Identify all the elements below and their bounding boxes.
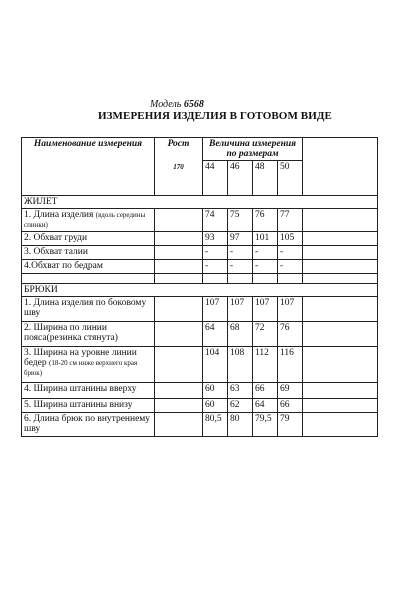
row-empty xyxy=(303,232,378,246)
size-48: 48 xyxy=(253,161,278,196)
value-48: 76 xyxy=(253,209,278,232)
header-name-label: Наименование измерения xyxy=(33,139,143,149)
row-note: (вдоль середины спинки) xyxy=(24,211,146,229)
value-44: 74 xyxy=(203,209,228,232)
value-46: - xyxy=(228,260,253,274)
row-empty xyxy=(155,383,203,399)
row-empty xyxy=(303,260,378,274)
table-row xyxy=(22,383,378,399)
value-46: 97 xyxy=(228,232,253,246)
header-height-value: 170 xyxy=(173,163,184,171)
row-empty xyxy=(303,347,378,383)
model-caption xyxy=(150,99,204,110)
value-46: 107 xyxy=(228,297,253,322)
value-50: 116 xyxy=(278,347,303,383)
value-44: 60 xyxy=(203,399,228,413)
value-50: 66 xyxy=(278,399,303,413)
value-48: 72 xyxy=(253,322,278,347)
row-empty xyxy=(303,322,378,347)
table-row xyxy=(22,232,378,246)
row-empty xyxy=(303,246,378,260)
row-name: 2. Обхват груди xyxy=(22,232,155,246)
row-name: 1. Длина изделия (вдоль середины спинки) xyxy=(22,209,155,232)
row-name: 3. Ширина на уровне линии бедер (18-20 см ниже верхнего края брюк) xyxy=(22,347,155,383)
row-empty xyxy=(155,260,203,274)
value-44: 93 xyxy=(203,232,228,246)
row-name: 2. Ширина по линии пояса(резинка стянута) xyxy=(22,322,155,347)
value-48: - xyxy=(253,246,278,260)
value-48: - xyxy=(253,260,278,274)
table-row xyxy=(22,399,378,413)
model-number: 6568 xyxy=(183,99,204,110)
value-46: 68 xyxy=(228,322,253,347)
row-name: 4.Обхват по бедрам xyxy=(22,260,155,274)
row-empty xyxy=(303,297,378,322)
row-name: 4. Ширина штанины вверху xyxy=(22,383,155,399)
table-row xyxy=(22,347,378,383)
row-empty xyxy=(303,413,378,437)
header-height-cell xyxy=(155,138,203,196)
document-title: ИЗМЕРЕНИЯ ИЗДЕЛИЯ В ГОТОВОМ ВИДЕ xyxy=(98,110,332,122)
row-name: 3. Обхват талии xyxy=(22,246,155,260)
value-50: - xyxy=(278,246,303,260)
value-44: - xyxy=(203,246,228,260)
value-48: 112 xyxy=(253,347,278,383)
value-48: 107 xyxy=(253,297,278,322)
row-empty xyxy=(303,383,378,399)
size-50: 50 xyxy=(278,161,303,196)
vest-section-title: ЖИЛЕТ xyxy=(22,196,378,209)
value-50: 76 xyxy=(278,322,303,347)
row-empty xyxy=(155,209,203,232)
size-44: 44 xyxy=(203,161,228,196)
row-name: 1. Длина изделия по боковому шву xyxy=(22,297,155,322)
row-empty xyxy=(303,399,378,413)
row-name: 5. Ширина штанины внизу xyxy=(22,399,155,413)
table-row xyxy=(22,297,378,322)
model-label: Модель xyxy=(150,99,182,110)
value-50: - xyxy=(278,260,303,274)
header-empty-cell xyxy=(303,138,378,196)
value-48: 66 xyxy=(253,383,278,399)
value-46: 62 xyxy=(228,399,253,413)
value-44: - xyxy=(203,260,228,274)
table-row xyxy=(22,413,378,437)
vest-section-row xyxy=(22,196,378,209)
value-50: 79 xyxy=(278,413,303,437)
header-height-label: Рост xyxy=(167,139,190,149)
row-empty xyxy=(155,232,203,246)
measurements-table xyxy=(21,137,378,437)
value-44: 104 xyxy=(203,347,228,383)
row-empty xyxy=(155,246,203,260)
header-row xyxy=(22,138,378,161)
value-50: 77 xyxy=(278,209,303,232)
value-44: 60 xyxy=(203,383,228,399)
table-row xyxy=(22,260,378,274)
trousers-section-row xyxy=(22,284,378,297)
value-50: 105 xyxy=(278,232,303,246)
size-46: 46 xyxy=(228,161,253,196)
value-46: - xyxy=(228,246,253,260)
value-50: 69 xyxy=(278,383,303,399)
row-note: (18-20 см ниже верхнего края брюк) xyxy=(24,359,138,377)
row-empty xyxy=(155,297,203,322)
spacer-row xyxy=(22,274,378,284)
trousers-section-title: БРЮКИ xyxy=(22,284,378,297)
row-empty xyxy=(155,322,203,347)
value-50: 107 xyxy=(278,297,303,322)
value-48: 79,5 xyxy=(253,413,278,437)
value-46: 80 xyxy=(228,413,253,437)
value-48: 64 xyxy=(253,399,278,413)
table-row xyxy=(22,322,378,347)
row-empty xyxy=(303,209,378,232)
row-empty xyxy=(155,399,203,413)
value-44: 80,5 xyxy=(203,413,228,437)
value-46: 75 xyxy=(228,209,253,232)
value-44: 64 xyxy=(203,322,228,347)
value-48: 101 xyxy=(253,232,278,246)
row-empty xyxy=(155,413,203,437)
header-name-cell xyxy=(22,138,155,196)
table-row xyxy=(22,209,378,232)
table-row xyxy=(22,246,378,260)
row-name: 6. Длина брюк по внутреннему шву xyxy=(22,413,155,437)
value-44: 107 xyxy=(203,297,228,322)
header-sizes-label: Величина измерения по размерам xyxy=(203,138,303,161)
value-46: 108 xyxy=(228,347,253,383)
row-empty xyxy=(155,347,203,383)
value-46: 63 xyxy=(228,383,253,399)
